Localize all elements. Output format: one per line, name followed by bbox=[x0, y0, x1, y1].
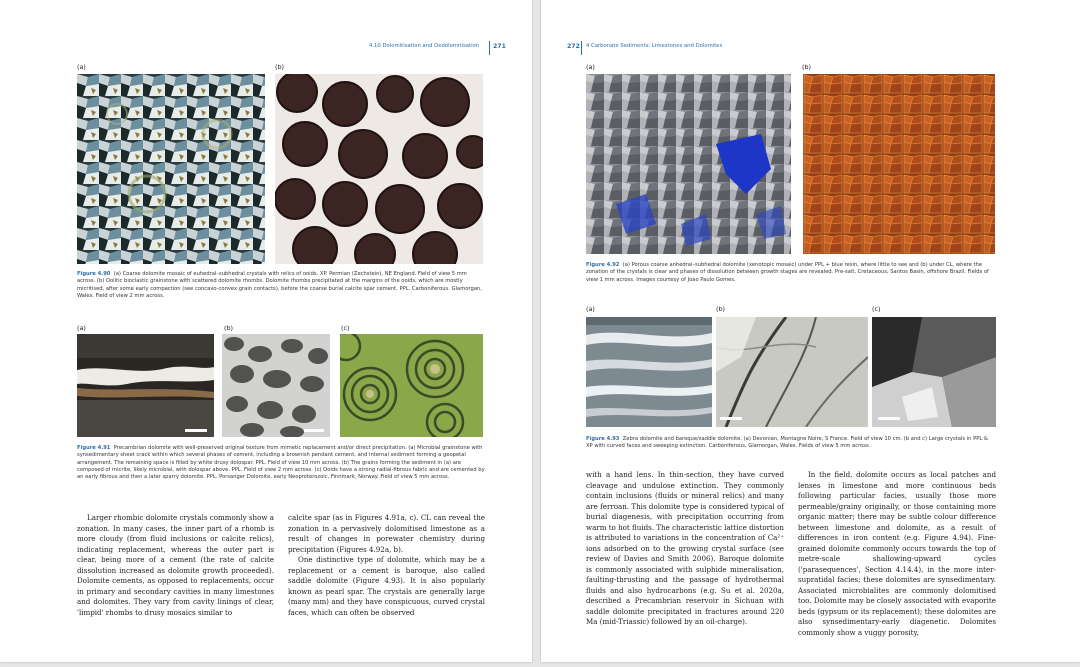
figure-4-93-text: Zebra dolomite and baroque/saddle dolomite. (a) Devonian, Montagne Noire, S France. Field of view 10 cm. (b and c) Large crystals in PPL & XP with curved faces and sweeping extinction. Carboniferous, Glamorgan, Wales. Fields of view 5 mm across. bbox=[586, 436, 988, 450]
page-number-right: 272 bbox=[567, 43, 580, 50]
figure-4-90-text: (a) Coarse dolomite mosaic of euhedral–subhedral crystals with relics of ooids. XP. Permian (Zechstein), NE England. Field of view 5 mm across. (b) Oolitic bioclastic grainstone with scattered dolomite rhombs. Dolomite rhombs precipitated at the margins of the ooids, which are mostly micritised, after some early compaction (see concavo-convex grain contacts), before the coarse burial calcite spar cement. PPL. Carboniferous. Glamorgan, Wales. Field of view 2 mm across. bbox=[77, 271, 482, 299]
body-column-2 bbox=[288, 513, 485, 618]
fig491-label-a: (a) bbox=[77, 324, 86, 332]
header-divider bbox=[489, 41, 490, 55]
fig490-label-b: (b) bbox=[275, 63, 285, 71]
fig491b-micrograph bbox=[222, 334, 330, 437]
fig490-label-a: (a) bbox=[77, 63, 86, 71]
fig491a-micrograph bbox=[77, 334, 214, 437]
fig493-label-b: (b) bbox=[716, 305, 726, 313]
fig493-label-a: (a) bbox=[586, 305, 595, 313]
paragraph: In the field, dolomite occurs as local patches and lenses in limestone and more continuous beds following particular facies, usually those more permeable/grainy originally, or those containing more organic matter; there may be subtle colour difference between limestone and dolomite, as a result of differences in iron content (e.g. Figure 4.94). Fine-grained dolomite commonly occurs towards the top of metre-scale shallowing-upward cycles ('parasequences', Section 4.14.4), in the more inter-supratidal facies; these dolomites are synsedimentary. Associated microbialites are commonly dolomitised too. Dolomite may be closely associated with evaporite beds (gypsum or its replacement); these dolomites are also synsedimentary-early diagenetic. Dolomites commonly show a vuggy porosity, bbox=[798, 470, 996, 637]
body-column-1 bbox=[586, 470, 784, 628]
figure-4-93-label: Figure 4.93 bbox=[586, 436, 620, 442]
figure-4-92-text: (a) Porous coarse anhedral–subhedral dolomite (xenotopic mosaic) under PPL + blue resin, where little to see and (b) under CL, where the zonation of the crystals is clear and phases of dissolution between growth stages are revealed. Pre-salt, Cretaceous, Santos Basin, offshore Brazil. Fields of view 1 mm across. Images courtesy of Joao Paulo Gomes. bbox=[586, 262, 989, 283]
figure-4-91-caption bbox=[77, 445, 485, 481]
page-number-left: 271 bbox=[493, 43, 506, 50]
right-page bbox=[541, 0, 1080, 662]
figure-4-92-caption bbox=[586, 262, 996, 284]
scale-bar bbox=[878, 417, 900, 420]
paragraph: with a hand lens. In thin-section, they have curved cleavage and undulose extinction. They commonly contain inclusions (fluids or mineral relics) and many are ferroan. This dolomite type is considered typical of burial diagenesis, with precipitation occurring from warm to hot fluids. The characteristic lattice distortion is attributed to variations in the concentration of Ca²⁺ ions adsorbed on to the growing crystal surface (see review of Davies and Smith 2006). Baroque dolomite is commonly associated with sulphide mineralisation, faulting-thrusting and the passage of hydrothermal fluids and also hydrocarbons (e.g. Su et al. 2020a, described a Precambrian reservoir in Sichuan with saddle dolomite precipitated in fractures around 220 Ma (mid-Triassic) followed by an oil-charge). bbox=[586, 470, 784, 626]
left-page bbox=[0, 0, 532, 662]
figure-4-91-text: Precambrian dolomite with well-preserved original texture from mimetic replacement and/or direct precipitation. (a) Microbial grainstone with synsedimentary sheet crack within which several phases of cement, including a brownish pendant cement, and internal sediment forming a geopetal arrangement. The remaining space is filled by white drusy dolospar. PPL. Field of view 10 mm across. (b) The grains forming the sediment in (a) are composed of micrite, likely microbial, with dolospar above. PPL. Field of view 2 mm across. (c) Ooids have a strong radial-fibrous fabric and are cemented by an early fibrous and then a later sparry dolomite. PPL. Porsanger Dolomite, early Neoproterozoic, Finnmark, Norway. Field of view 5 mm across. bbox=[77, 445, 485, 481]
fig493a-photo bbox=[586, 317, 712, 427]
running-header-right: 4 Carbonate Sediments: Limestones and Dolomites bbox=[586, 43, 723, 49]
fig493b-micrograph bbox=[716, 317, 868, 427]
figure-4-93-caption bbox=[586, 436, 996, 451]
fig491-label-b: (b) bbox=[224, 324, 234, 332]
fig492b-micrograph bbox=[803, 74, 995, 254]
body-column-1 bbox=[77, 513, 274, 618]
fig492a-micrograph bbox=[586, 74, 791, 254]
fig492-label-b: (b) bbox=[802, 63, 812, 71]
fig491-label-c: (c) bbox=[341, 324, 350, 332]
paragraph: One distinctive type of dolomite, which may be a replacement or a cement is baroque, also called saddle dolomite (Figure 4.93). It is also popularly known as pearl spar. The crystals are generally large (many mm) and they have conspicuous, curved crystal faces, which can often be observed bbox=[288, 555, 485, 617]
paragraph: calcite spar (as in Figures 4.91a, c). CL can reveal the zonation in a pervasively dolomitised limestone as a result of changes in porewater chemistry during precipitation (Figures 4.92a, b). bbox=[288, 513, 485, 554]
paragraph: Larger rhombic dolomite crystals commonly show a zonation. In many cases, the inner part of a rhomb is more cloudy (from fluid inclusions or calcite relics), indicating replacement, whereas the outer part is clear, being more of a cement (the rate of calcite dissolution increased as dolomite growth proceeded). Dolomite cements, as opposed to replacements, occur in primary and secondary cavities in many limestones and dolomites. They vary from cavity linings of clear, 'limpid' rhombs to drusy mosaics similar to bbox=[77, 513, 274, 617]
figure-4-92-label: Figure 4.92 bbox=[586, 262, 620, 268]
fig491c-micrograph bbox=[340, 334, 483, 437]
fig493c-micrograph bbox=[872, 317, 996, 427]
fig490b-micrograph bbox=[275, 74, 483, 264]
fig493-label-c: (c) bbox=[872, 305, 881, 313]
fig490a-micrograph bbox=[77, 74, 265, 264]
scale-bar bbox=[304, 429, 324, 432]
fig492-label-a: (a) bbox=[586, 63, 595, 71]
body-column-2 bbox=[798, 470, 996, 638]
figure-4-90-label: Figure 4.90 bbox=[77, 271, 111, 277]
running-header-left: 4.10 Dolomitisation and Dedolomitisation bbox=[369, 43, 480, 49]
figure-4-90-caption bbox=[77, 271, 485, 300]
figure-4-91-label: Figure 4.91 bbox=[77, 445, 111, 451]
scale-bar bbox=[720, 417, 742, 420]
scale-bar bbox=[185, 429, 207, 432]
header-divider bbox=[581, 41, 582, 55]
